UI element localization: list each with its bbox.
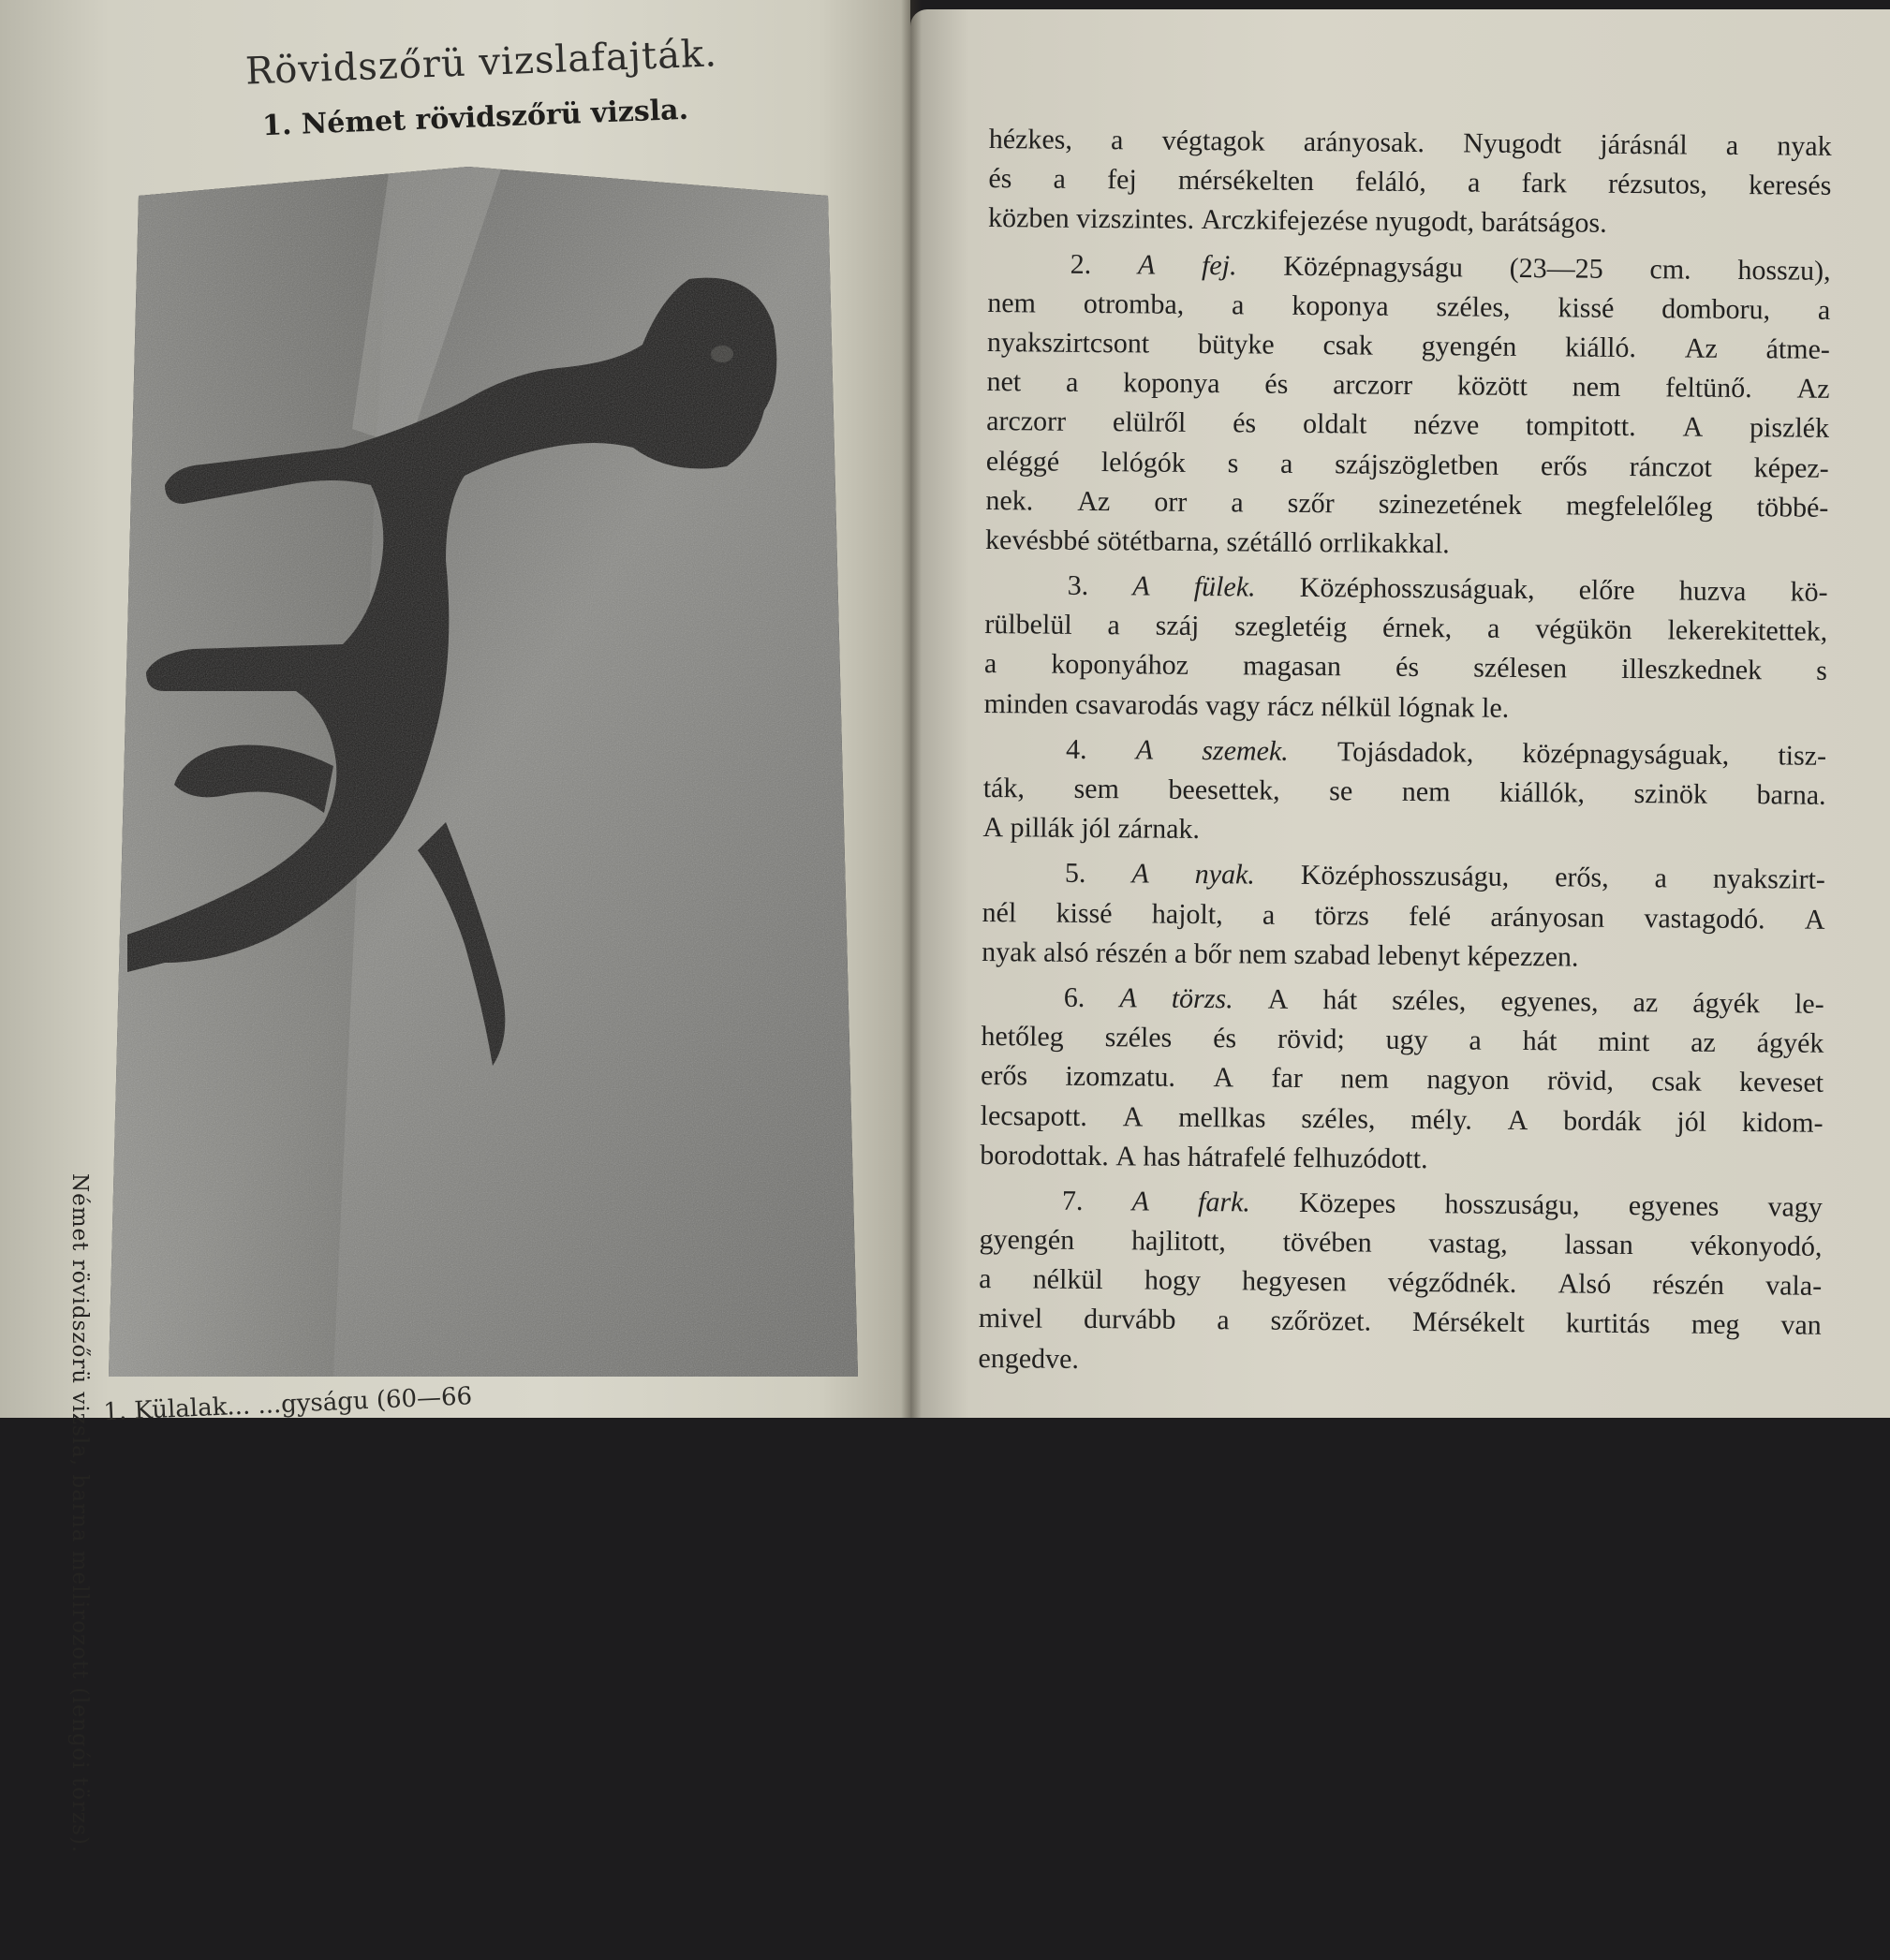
- word: le.: [1481, 692, 1510, 724]
- word: huzva: [1678, 575, 1747, 608]
- word: 3.: [1067, 569, 1089, 602]
- word: száj: [1155, 610, 1200, 642]
- word: keresés: [1748, 169, 1832, 202]
- text-line: [986, 441, 1829, 488]
- word: széles: [1104, 1022, 1173, 1054]
- word: otromba,: [1083, 287, 1185, 320]
- word: és: [1395, 652, 1420, 684]
- word: az: [1691, 1026, 1716, 1058]
- word: törzs.: [1171, 982, 1233, 1015]
- word: A: [1267, 983, 1289, 1015]
- word: végükön: [1535, 613, 1632, 646]
- word: tövében: [1282, 1226, 1372, 1259]
- word: A: [1131, 858, 1149, 890]
- word: nem: [1572, 371, 1621, 404]
- word: A: [1132, 570, 1150, 602]
- word: has: [1143, 1141, 1189, 1172]
- word: net: [986, 366, 1022, 398]
- word: kurtitás: [1565, 1307, 1651, 1340]
- word: 6.: [1063, 981, 1085, 1013]
- word: A: [1135, 734, 1154, 766]
- word: felé: [1409, 900, 1452, 932]
- word: se: [1329, 775, 1353, 807]
- word: széles,: [1392, 984, 1467, 1017]
- word: kevésbbé: [984, 523, 1098, 556]
- word: Alsó: [1558, 1268, 1612, 1301]
- word: minden: [983, 687, 1076, 720]
- word: nézve: [1413, 409, 1480, 441]
- word: kidom-: [1741, 1106, 1824, 1139]
- word: lelógók: [1100, 446, 1187, 479]
- word: rövid,: [1546, 1065, 1615, 1098]
- word: kissé: [1056, 897, 1113, 929]
- word: és: [1213, 1023, 1237, 1054]
- word: lógnak: [1397, 691, 1483, 724]
- word: a: [1217, 1304, 1230, 1336]
- word: széles,: [1436, 290, 1511, 323]
- word: magasan: [1242, 650, 1342, 683]
- word: barátságos.: [1481, 206, 1607, 240]
- section-title: Rövidszőrü vizslafajták.: [244, 32, 718, 94]
- word: többé-: [1756, 491, 1829, 523]
- word: gyengén: [979, 1224, 1075, 1256]
- word: A: [982, 812, 1011, 844]
- word: szemek.: [1202, 734, 1289, 767]
- word: vékonyodó,: [1690, 1230, 1823, 1262]
- word: szegletéig: [1234, 611, 1348, 643]
- word: nyakszirtcsont: [986, 326, 1150, 360]
- word: kö-: [1790, 576, 1828, 608]
- dog-photograph: [109, 167, 858, 1377]
- word: végtagok: [1161, 125, 1265, 157]
- word: bordák: [1563, 1104, 1642, 1137]
- word: meg: [1691, 1309, 1740, 1341]
- word: fülek.: [1193, 570, 1256, 603]
- word: orrlikakkal.: [1319, 526, 1450, 560]
- word: durvább: [1083, 1304, 1176, 1336]
- word: vagy: [1767, 1191, 1824, 1223]
- word: hézkes,: [988, 123, 1073, 155]
- word: rézsutos,: [1607, 168, 1708, 200]
- word: nélkül: [1032, 1263, 1103, 1296]
- word: koponya: [1292, 289, 1389, 322]
- book-gutter: [901, 0, 922, 1418]
- word: arczorr: [986, 405, 1067, 438]
- text-line: [981, 1056, 1824, 1103]
- word: nélkül: [1321, 690, 1399, 723]
- word: a: [1231, 289, 1245, 321]
- word: mellkas: [1178, 1101, 1266, 1134]
- word: erős: [980, 1060, 1028, 1092]
- word: a: [1279, 448, 1293, 479]
- word: A: [1122, 1100, 1144, 1132]
- word: arányosak.: [1303, 125, 1425, 159]
- word: ugy: [1385, 1024, 1428, 1056]
- word: végződnék.: [1387, 1267, 1517, 1300]
- word: feltünő.: [1665, 372, 1752, 405]
- word: tisz-: [1778, 740, 1827, 772]
- cut-off-text: 1. Külalak... ...gyságu (60—66: [102, 1382, 473, 1427]
- word: nyugodt,: [1375, 205, 1482, 238]
- text-line: [988, 199, 1831, 245]
- word: a: [979, 1263, 992, 1295]
- word: a: [1174, 937, 1194, 969]
- word: gyengén: [1421, 330, 1517, 362]
- word: barna.: [1756, 779, 1826, 811]
- word: a: [1486, 612, 1500, 645]
- word: lecsapott.: [980, 1099, 1088, 1132]
- word: a: [1725, 129, 1739, 161]
- word: A: [1131, 1186, 1150, 1217]
- word: hátrafelé: [1187, 1141, 1293, 1173]
- word: Arczkifejezése: [1201, 204, 1376, 237]
- word: felhuzódott.: [1292, 1142, 1428, 1174]
- text-line: [987, 323, 1830, 370]
- word: Mérsékelt: [1411, 1306, 1526, 1339]
- word: egyenes,: [1500, 985, 1599, 1018]
- word: nem: [1401, 775, 1451, 808]
- breed-subtitle: 1. Német rövidszőrü vizsla.: [261, 93, 689, 143]
- word: van: [1780, 1309, 1822, 1342]
- word: vala-: [1765, 1270, 1823, 1303]
- word: Közepes: [1298, 1186, 1396, 1219]
- word: 4.: [1065, 733, 1087, 765]
- word: képez-: [1753, 451, 1829, 484]
- word: fej: [1107, 164, 1137, 196]
- word: Középhosszuságu,: [1300, 860, 1510, 893]
- word: a: [1467, 167, 1481, 199]
- word: mint: [1598, 1025, 1650, 1058]
- word: lebenyt: [1377, 939, 1468, 972]
- word: jól: [1676, 1105, 1707, 1138]
- word: ránczot: [1629, 450, 1713, 483]
- text-line: [980, 1136, 1823, 1183]
- word: a: [1065, 366, 1079, 398]
- word: szőrözet.: [1270, 1305, 1372, 1338]
- word: sem: [1073, 773, 1120, 805]
- word: hajolt,: [1151, 898, 1223, 930]
- word: izomzatu.: [1065, 1061, 1176, 1094]
- word: vastagodó.: [1644, 902, 1765, 935]
- word: a: [1469, 1024, 1482, 1056]
- word: nyak: [982, 936, 1044, 968]
- word: kissé: [1558, 292, 1615, 324]
- word: a: [1111, 125, 1124, 156]
- word: szőr: [1287, 487, 1335, 519]
- word: A: [1137, 248, 1156, 281]
- word: feláló,: [1354, 166, 1427, 199]
- word: domboru,: [1661, 293, 1771, 326]
- word: hát: [1322, 984, 1358, 1016]
- word: alsó: [1042, 936, 1097, 968]
- word: szabad: [1293, 938, 1378, 971]
- word: nyak.: [1194, 859, 1255, 891]
- text-line: [985, 521, 1828, 567]
- word: hosszu),: [1737, 254, 1831, 287]
- text-line: [978, 1339, 1821, 1386]
- word: 2.: [1070, 248, 1092, 280]
- dog-photograph-image: [109, 167, 858, 1377]
- word: vagy: [1205, 689, 1268, 722]
- word: átme-: [1765, 333, 1831, 365]
- word: csavarodás: [1074, 688, 1206, 721]
- word: nyakszirt-: [1712, 863, 1826, 896]
- word: koponya: [1123, 367, 1220, 400]
- word: erős: [1540, 449, 1588, 482]
- word: rácz: [1266, 690, 1322, 722]
- word: engedve.: [978, 1342, 1080, 1375]
- word: a: [1654, 862, 1668, 894]
- left-page: [0, 0, 910, 1854]
- word: szájszögletben: [1335, 448, 1499, 481]
- word: megfelelőleg: [1565, 490, 1713, 523]
- word: szinök: [1633, 778, 1708, 810]
- word: A: [1507, 1104, 1528, 1136]
- word: szinezetének: [1378, 488, 1523, 521]
- word: hegyesen: [1241, 1265, 1347, 1298]
- word: és: [1233, 407, 1257, 439]
- word: nyak: [1777, 130, 1832, 162]
- word: 5.: [1064, 858, 1086, 890]
- word: arczorr: [1333, 369, 1413, 402]
- word: mivel: [978, 1303, 1043, 1334]
- word: törzs: [1314, 899, 1370, 932]
- word: mély.: [1410, 1103, 1473, 1136]
- word: far: [1271, 1062, 1303, 1095]
- word: keveset: [1738, 1067, 1824, 1099]
- word: fark.: [1197, 1186, 1251, 1218]
- word: a: [1107, 610, 1120, 641]
- word: arányosan: [1490, 901, 1605, 934]
- word: illeszkednek: [1621, 654, 1763, 686]
- word: fej.: [1201, 249, 1237, 281]
- word: hosszuságu,: [1444, 1188, 1580, 1221]
- word: járásnál: [1600, 128, 1688, 161]
- word: szétálló: [1226, 526, 1320, 558]
- right-page-text: [978, 120, 1832, 1386]
- word: között: [1456, 370, 1528, 403]
- word: oldalt: [1302, 408, 1367, 440]
- word: széles,: [1301, 1102, 1376, 1135]
- word: nem: [1340, 1063, 1390, 1096]
- word: csak: [1651, 1066, 1702, 1098]
- word: sötétbarna,: [1097, 524, 1227, 558]
- word: Középhosszuságuak,: [1299, 571, 1535, 606]
- word: a: [1053, 163, 1067, 195]
- word: s: [1227, 447, 1239, 479]
- word: hajlitott,: [1130, 1225, 1227, 1258]
- word: le-: [1794, 988, 1824, 1020]
- word: ágyék: [1692, 987, 1761, 1020]
- word: vizszintes.: [1076, 203, 1202, 236]
- word: borodottak.: [980, 1139, 1116, 1172]
- word: Az: [1077, 485, 1111, 517]
- word: lassan: [1564, 1229, 1633, 1261]
- word: s: [1816, 656, 1828, 687]
- word: és: [1264, 368, 1289, 400]
- word: kiálló.: [1564, 332, 1637, 363]
- word: cm.: [1649, 253, 1691, 286]
- word: hát: [1522, 1025, 1558, 1057]
- word: érnek,: [1381, 612, 1453, 644]
- word: középnagyságuak,: [1522, 737, 1730, 771]
- word: Az: [1684, 332, 1718, 364]
- word: eléggé: [985, 445, 1060, 478]
- word: rülbelül: [984, 609, 1072, 641]
- word: nek.: [985, 484, 1034, 517]
- text-line: [983, 685, 1826, 731]
- text-line: [982, 933, 1824, 980]
- word: rövid;: [1277, 1023, 1345, 1055]
- word: A: [1804, 904, 1825, 936]
- word: 7.: [1061, 1185, 1084, 1216]
- word: Tojásdadok,: [1336, 736, 1474, 769]
- word: erős,: [1555, 862, 1609, 894]
- word: részén: [1095, 936, 1175, 969]
- word: fark: [1521, 168, 1568, 199]
- word: szélesen: [1473, 652, 1568, 685]
- word: ták,: [982, 772, 1026, 804]
- word: A: [1213, 1062, 1234, 1094]
- text-line: [982, 808, 1825, 855]
- word: piszlék: [1749, 412, 1830, 445]
- word: részén: [1652, 1269, 1725, 1302]
- word: tompitott.: [1525, 410, 1636, 443]
- word: bütyke: [1197, 328, 1275, 361]
- word: Nyugodt: [1463, 127, 1562, 160]
- word: Az: [1796, 373, 1830, 405]
- word: közben: [987, 202, 1077, 235]
- word: a: [983, 648, 997, 680]
- word: nem: [1238, 938, 1294, 970]
- word: egyenes: [1628, 1189, 1720, 1222]
- word: orr: [1154, 486, 1188, 518]
- word: az: [1632, 986, 1659, 1019]
- word: beesettek,: [1168, 774, 1280, 806]
- word: nél: [982, 896, 1017, 928]
- word: a: [1262, 899, 1276, 931]
- word: képezzen.: [1467, 940, 1579, 973]
- word: A: [1119, 982, 1137, 1014]
- word: a: [1817, 294, 1831, 326]
- word: és: [988, 163, 1012, 195]
- word: bőr: [1193, 937, 1239, 970]
- word: jól: [1081, 813, 1118, 845]
- photo-caption: Német rövidszőrü vizsla, barna mellirozott (lengói törzs).: [67, 1173, 92, 1854]
- word: kiállók,: [1499, 776, 1586, 809]
- word: elülről: [1112, 406, 1187, 439]
- word: Középnagyságu: [1283, 250, 1464, 283]
- word: lekerekitettek,: [1667, 614, 1828, 648]
- text-line: [979, 1299, 1822, 1346]
- word: ágyék: [1756, 1027, 1824, 1059]
- word: A: [1115, 1140, 1144, 1172]
- word: A: [1682, 411, 1704, 443]
- word: nem: [987, 287, 1037, 319]
- word: vastag,: [1428, 1228, 1508, 1260]
- word: előre: [1578, 574, 1635, 607]
- word: (23—25: [1509, 252, 1603, 285]
- word: hetőleg: [981, 1021, 1064, 1053]
- word: mérsékelten: [1177, 164, 1315, 198]
- word: a: [1231, 486, 1244, 519]
- word: hogy: [1144, 1264, 1202, 1297]
- word: pillák: [1010, 812, 1082, 845]
- word: nagyon: [1426, 1064, 1510, 1097]
- word: koponyához: [1051, 649, 1189, 682]
- word: csak: [1322, 330, 1373, 361]
- word: zárnak.: [1117, 813, 1201, 846]
